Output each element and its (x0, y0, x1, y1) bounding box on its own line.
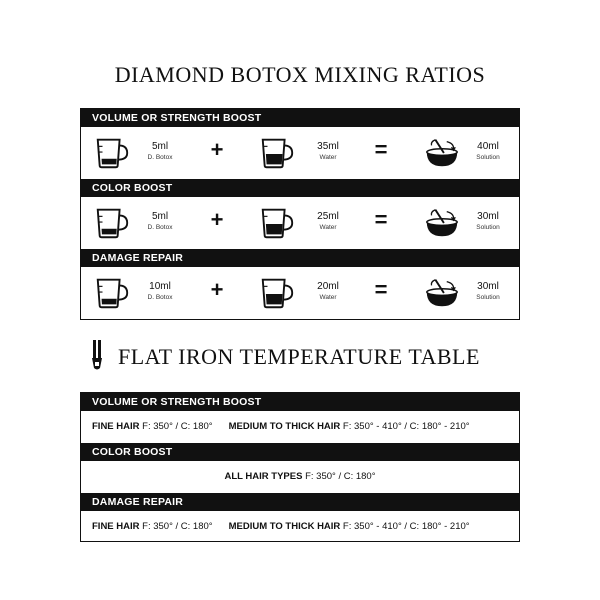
mix-row (81, 267, 519, 319)
measuring-cup-icon (93, 206, 131, 240)
water-amount: 35ml Water (317, 141, 339, 161)
mix-row (81, 197, 519, 249)
botox-amount: 5ml D. Botox (147, 141, 173, 161)
all-hair-label: ALL HAIR TYPES (224, 471, 303, 482)
solution-amount: 30ml Solution (476, 281, 500, 301)
mix-row (81, 127, 519, 179)
fine-hair-label: FINE HAIR (92, 421, 140, 432)
mixing-title: DIAMOND BOTOX MIXING RATIOS (114, 62, 486, 87)
solution-amount: 30ml Solution (476, 211, 500, 231)
thick-hair-label: MEDIUM TO THICK HAIR (228, 521, 341, 532)
temp-row (81, 461, 519, 493)
equals-sign: = (374, 207, 388, 232)
mix-section-header: VOLUME OR STRENGTH BOOST (81, 109, 519, 127)
plus-sign: + (210, 207, 224, 232)
fine-hair-label: FINE HAIR (92, 521, 140, 532)
equals-sign: = (374, 137, 388, 162)
mixing-bowl-icon (423, 276, 461, 310)
water-amount: 20ml Water (317, 281, 339, 301)
fine-hair-value: F: 350° / C: 180° (139, 521, 213, 532)
plus-sign: + (210, 277, 224, 302)
temp-section-header: COLOR BOOST (81, 443, 519, 461)
water-cup-icon (258, 206, 296, 240)
mix-section-header: DAMAGE REPAIR (81, 249, 519, 267)
temp-section-header: DAMAGE REPAIR (81, 493, 519, 511)
thick-hair-label: MEDIUM TO THICK HAIR (228, 421, 341, 432)
temp-row (81, 411, 519, 443)
mix-section-header: COLOR BOOST (81, 179, 519, 197)
water-amount: 25ml Water (317, 211, 339, 231)
botox-amount: 10ml D. Botox (147, 281, 173, 301)
mixing-bowl-icon (423, 136, 461, 170)
mixing-bowl-icon (423, 206, 461, 240)
mixing-table (80, 108, 520, 320)
botox-amount: 5ml D. Botox (147, 211, 173, 231)
equals-sign: = (374, 277, 388, 302)
temperature-title: FLAT IRON TEMPERATURE TABLE (118, 344, 480, 369)
thick-hair-value: F: 350° - 410° / C: 180° - 210° (340, 521, 470, 532)
all-hair-value: F: 350° / C: 180° (302, 471, 376, 482)
thick-hair-value: F: 350° - 410° / C: 180° - 210° (340, 421, 470, 432)
temp-row (81, 511, 519, 543)
measuring-cup-icon (93, 136, 131, 170)
plus-sign: + (210, 137, 224, 162)
temperature-table (80, 392, 520, 542)
temp-section-header: VOLUME OR STRENGTH BOOST (81, 393, 519, 411)
fine-hair-value: F: 350° / C: 180° (139, 421, 213, 432)
water-cup-icon (258, 276, 296, 310)
solution-amount: 40ml Solution (476, 141, 500, 161)
water-cup-icon (258, 136, 296, 170)
measuring-cup-icon (93, 276, 131, 310)
